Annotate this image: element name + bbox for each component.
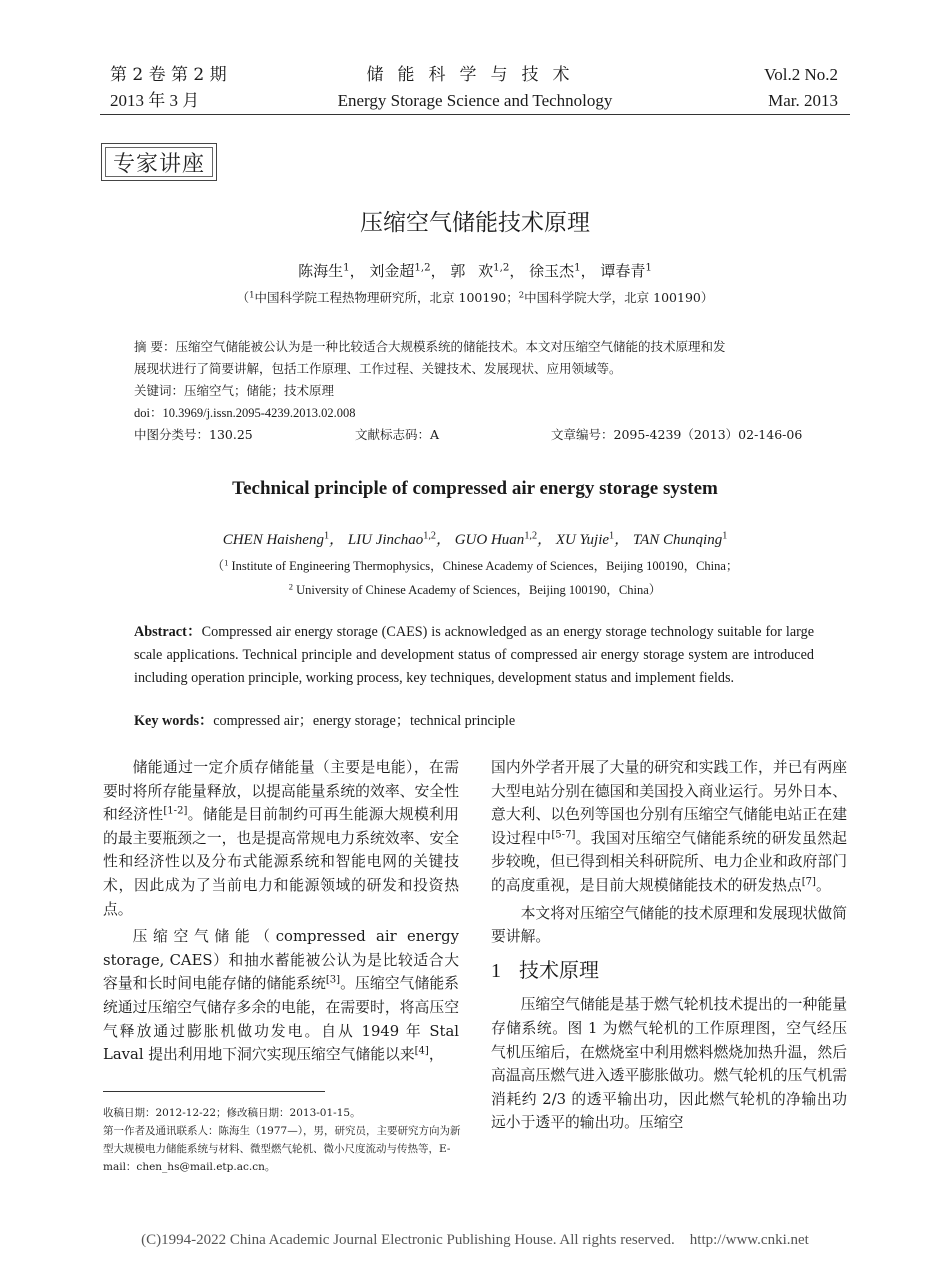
section-title: 技术原理 [519, 957, 599, 982]
author-cn: 徐玉杰 [529, 262, 575, 280]
date-cn: 2013 年 3 月 [110, 91, 200, 110]
footnote [103, 1104, 461, 1176]
author-en: LIU Jinchao [347, 532, 424, 548]
received-date: 收稿日期：2012-12-22；修改稿日期：2013-01-15。 [103, 1107, 361, 1119]
volume-issue-cn: 第 2 卷 第 2 期 [110, 65, 227, 85]
abstract-cn-line: 摘 要：压缩空气储能被公认为是一种比较适合大规模系统的储能技术。本文对压缩空气储能的技术原理和发 [134, 339, 726, 354]
author-affil-sup: 1 [645, 262, 652, 274]
doi: doi：10.3969/j.issn.2095-4239.2013.02.008 [134, 406, 356, 420]
author-en: TAN Chunqing [632, 532, 723, 548]
paragraph: 储能通过一定介质存储能量（主要是电能），在需要时将所存能量释放，以提高能量系统的效率、安全性和经济性[1-2]。储能是目前制约可再生能源大规模利用的最主要瓶颈之一，也是提高常规电力系统效率、安全性和经济性以及分布式能源系统和智能电网的关键技术，因此成为了当前电力和能源领域的研发和投资热点。 [103, 759, 459, 918]
date-en: Mar. 2013 [768, 91, 838, 110]
author-cn: 谭春青 [600, 262, 646, 280]
author-cn: 陈海生 [298, 262, 344, 280]
author-affil-sup: 1 [343, 262, 350, 274]
citation: [7] [801, 876, 816, 888]
author-affil-sup: 1,2 [493, 262, 510, 274]
clc-number: 中图分类号：130.25 [134, 427, 253, 442]
header-rule [100, 114, 850, 115]
keywords-en-text: compressed air；energy storage；technical principle [213, 713, 516, 729]
author-bio: 第一作者及通讯联系人：陈海生（1977—），男，研究员，主要研究方向为新型大规模电力储能系统与材料、微型燃气轮机、微小尺度流动与传热等，E-mail：chen_hs@mail.etp.ac.cn。 [103, 1125, 461, 1173]
keywords-en [134, 710, 515, 733]
author-affil-sup: 1 [574, 262, 581, 274]
abstract-cn-line: 展现状进行了简要讲解，包括工作原理、工作过程、关键技术、发展现状、应用领域等。 [134, 361, 622, 376]
abstract-en-label: Abstract： [134, 624, 202, 640]
author-cn: 刘金超 [369, 262, 415, 280]
article-number: 文章编号：2095-4239（2013）02-146-06 [551, 427, 803, 442]
affiliation-cn: （$^1$中国科学院工程热物理研究所，北京 100190；$^2$中国科学院大学，北京 100190） [236, 290, 714, 305]
authors-en: CHEN Haisheng$^1$， LIU Jinchao$^{1,2}$， GUO Huan$^{1,2}$， XU Yujie$^1$， TAN Chunqing$^1$ [222, 530, 728, 548]
abstract-en [134, 621, 814, 690]
citation: [1-2] [163, 805, 188, 817]
body-left-column [103, 756, 459, 1067]
abstract-en-text: Compressed air energy storage (CAES) is acknowledged as an energy storage technology suitable for large scale applications. Technical principle and development status of compressed air energy storage system are introduced including operation principle, working process, key techniques, development status and implement fields. [134, 624, 814, 686]
citation: [3] [325, 974, 341, 986]
paragraph: 本文将对压缩空气储能的技术原理和发展现状做简要讲解。 [491, 904, 847, 946]
author-affil-sup: 1,2 [414, 262, 431, 274]
affiliation-en-1: （$^1$ Institute of Engineering Thermophysics，Chinese Academy of Sciences，Beijing 100190，China； [211, 557, 739, 573]
header-right [764, 62, 838, 114]
citation: [5-7] [551, 829, 576, 841]
paragraph: 压缩空气储能（compressed air energy storage, CAES）和抽水蓄能被公认为是比较适合大容量和长时间电能存储的储能系统[3]。压缩空气储能系统通过压缩空气储存多余的电能，在需要时，将高压空气释放通过膨胀机做功发电。自从 1949 年 Stal Laval 提出利用地下洞穴实现压缩空气储能以来[4]， [103, 928, 459, 1064]
author-cn: 郭 欢 [450, 262, 494, 280]
journal-name-cn: 储能科学与技术 [366, 65, 584, 85]
author-en: GUO Huan [454, 532, 525, 548]
title-cn: 压缩空气储能技术原理 [360, 210, 590, 236]
volume-issue-en: Vol.2 No.2 [764, 65, 838, 84]
journal-name-en: Energy Storage Science and Technology [337, 91, 613, 110]
document-code: 文献标志码：A [355, 427, 440, 442]
keywords-en-label: Key words： [134, 713, 214, 729]
classification-row [134, 424, 818, 446]
column-label-badge: 专家讲座 [101, 143, 217, 181]
author-en: CHEN Haisheng [222, 532, 324, 548]
affiliation-en-2: $^2$ University of Chinese Academy of Sciences，Beijing 100190，China） [288, 581, 662, 597]
author-en: XU Yujie [555, 532, 610, 548]
paragraph: 压缩空气储能是基于燃气轮机技术提出的一种能量存储系统。图 1 为燃气轮机的工作原理图，空气经压气机压缩后，在燃烧室中利用燃料燃烧加热升温，然后高温高压燃气进入透平膨胀做功。燃气轮机的压气机需消耗约 2/3 的透平输出功，因此燃气轮机的净输出功远小于透平的输出功。压缩空 [491, 996, 847, 1132]
section-number: 1 [491, 959, 501, 982]
authors-cn: 陈海生$^1$， 刘金超$^{1,2}$， 郭 欢$^{1,2}$， 徐玉杰$^1$， 谭春青$^1$ [298, 262, 652, 280]
paragraph: 国内外学者开展了大量的研究和实践工作，并已有两座大型电站分别在德国和美国投入商业运行。另外日本、意大利、以色列等国也分别有压缩空气储能电站正在建设过程中[5-7]。我国对压缩空气储能系统的研发虽然起步较晚，但已得到相关科研院所、电力企业和政府部门的高度重视，是目前大规模储能技术的研发热点[7]。 [491, 759, 847, 894]
title-en: Technical principle of compressed air energy storage system [232, 478, 718, 499]
copyright-notice: (C)1994-2022 China Academic Journal Electronic Publishing House. All rights reserved. http://www.cnki.net [141, 1232, 809, 1248]
citation: [4] [414, 1045, 429, 1057]
abstract-cn [134, 336, 818, 446]
body-right-column [491, 756, 847, 1135]
section-heading [491, 959, 847, 984]
footnote-rule [103, 1091, 325, 1092]
keywords-cn: 关键词：压缩空气；储能；技术原理 [134, 383, 335, 398]
